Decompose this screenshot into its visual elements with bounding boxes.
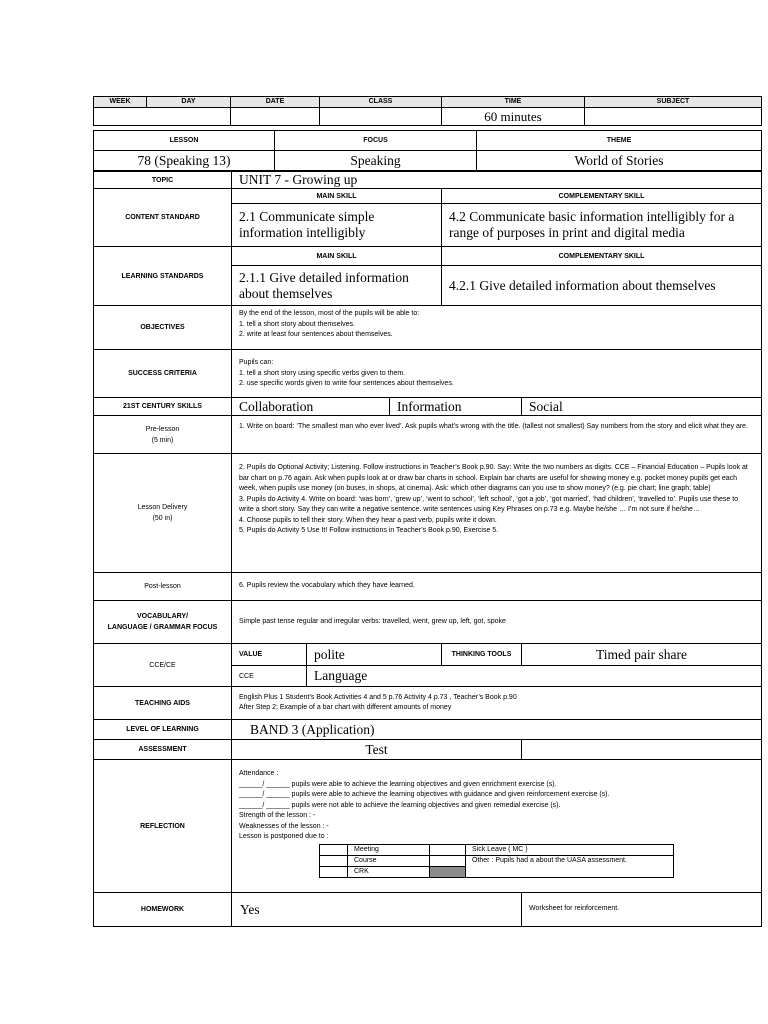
date-value[interactable] <box>231 108 320 126</box>
level-of-learning-value: BAND 3 (Application) <box>232 720 762 740</box>
success-criteria-label: SUCCESS CRITERIA <box>94 350 232 398</box>
pre-lesson-text: 1. Write on board: ‘The smallest man who ever lived’. Ask pupils what’s wrong with the title. (tallest not smallest) Say numbers from the story and elicit what they are. <box>232 416 762 454</box>
attendance-label: Attendance : <box>239 770 279 777</box>
lesson-plan <box>93 96 761 927</box>
success-criteria-line: 2. use specific words given to write four sentences about themselves. <box>239 380 454 387</box>
reason-check[interactable] <box>320 855 348 866</box>
success-criteria-text <box>232 350 762 398</box>
date-label: DATE <box>231 97 320 108</box>
skill-information: Information <box>390 398 522 416</box>
focus-label: FOCUS <box>275 131 477 151</box>
week-label: WEEK <box>94 97 147 108</box>
theme-value: World of Stories <box>477 151 762 171</box>
reason-meeting: Meeting <box>348 844 430 855</box>
reason-course: Course <box>348 855 430 866</box>
thinking-tools-label: THINKING TOOLS <box>442 644 522 666</box>
content-standard-label: CONTENT STANDARD <box>94 189 232 247</box>
cce-label: CCE <box>232 666 307 687</box>
reflection-content <box>232 760 762 893</box>
lesson-delivery-duration: (50 in) <box>152 515 173 522</box>
homework-note: Worksheet for reinforcement. <box>522 893 762 927</box>
objectives-label: OBJECTIVES <box>94 306 232 350</box>
learning-standards-label: LEARNING STANDARDS <box>94 247 232 306</box>
lesson-delivery-title: Lesson Delivery <box>137 504 188 511</box>
teaching-aids-text <box>232 687 762 720</box>
time-value: 60 minutes <box>442 108 585 126</box>
time-label: TIME <box>442 97 585 108</box>
century-skills-label: 21ST CENTURY SKILLS <box>94 398 232 416</box>
lesson-delivery-step: 2. Pupils do Optional Activity; Listening. Follow instructions in Teacher’s Book p.90. Say: Write the two numbers as digits. CCE – Financial Education – Pupils look at bar chart on p.76 again. Ask when pupils look at or draw bar charts in school. Explain bar charts are useful for showing money e.g. pocket money pupils get each week, when pupils use money (on buses, in shops, at cinema). Ask: which other diagrams can you use to show money? (e.g. pie chart; line graph; table) <box>239 464 748 492</box>
subject-value[interactable] <box>585 108 762 126</box>
reflection-line-enrichment: ______/ ______ pupils were able to achieve the learning objectives and given enrichment exercise (s). <box>239 780 557 788</box>
cs-main-skill-value: 2.1 Communicate simple information intelligibly <box>232 204 442 247</box>
reason-check[interactable] <box>430 855 466 866</box>
weakness-label: Weaknesses of the lesson : - <box>239 822 329 830</box>
lesson-delivery-text <box>232 454 762 573</box>
theme-label: THEME <box>477 131 762 151</box>
vocabulary-label <box>94 601 232 644</box>
reason-sick-leave: Sick Leave ( MC ) <box>466 844 674 855</box>
homework-value: Yes <box>232 893 522 927</box>
cs-main-skill-label: MAIN SKILL <box>232 189 442 204</box>
cce-ce-label: CCE/CE <box>94 644 232 687</box>
objectives-text <box>232 306 762 350</box>
reflection-label: REFLECTION <box>94 760 232 893</box>
lesson-table <box>93 130 762 171</box>
subject-label: SUBJECT <box>585 97 762 108</box>
pre-lesson-duration: (5 min) <box>151 436 174 444</box>
focus-value: Speaking <box>275 151 477 171</box>
lesson-delivery-step: 3. Pupils do Activity 4. Write on board: ‘was born’, ‘grew up’, ‘went to school’, ‘left school’, ‘got a job’, ‘got married’, ‘had children’, ‘travelled to’. Pupils use these to write a short story. Say they can write a negative sentence. write sentences using Key Phrases on p.73 e.g. Maybe he/she … I’m not sure if he/she… <box>239 495 739 513</box>
class-label: CLASS <box>320 97 442 108</box>
objectives-line: 2. write at least four sentences about themselves. <box>239 331 393 338</box>
objectives-line: By the end of the lesson, most of the pupils will be able to: <box>239 310 420 317</box>
reason-shaded-cell <box>430 866 466 877</box>
assessment-extra[interactable] <box>522 740 762 760</box>
lesson-delivery-label <box>94 454 232 573</box>
pre-lesson-title: Pre-lesson <box>145 425 180 433</box>
reason-check[interactable] <box>320 844 348 855</box>
post-lesson-text: 6. Pupils review the vocabulary which they have learned. <box>232 573 762 601</box>
reflection-line-remedial: ______/ ______ pupils were not able to achieve the learning objectives and given remedial exercise (s). <box>239 801 561 809</box>
topic-label: TOPIC <box>94 172 232 189</box>
pre-lesson-label <box>94 416 232 454</box>
reason-crk: CRK <box>348 866 430 877</box>
assessment-label: ASSESSMENT <box>94 740 232 760</box>
level-of-learning-label: LEVEL OF LEARNING <box>94 720 232 740</box>
vocabulary-label-line1: VOCABULARY/ <box>136 613 189 620</box>
skill-collaboration: Collaboration <box>232 398 390 416</box>
postponed-label: Lesson is postponed due to : <box>239 833 329 840</box>
strength-label: Strength of the lesson : - <box>239 812 316 819</box>
ls-main-skill-value: 2.1.1 Give detailed information about themselves <box>232 266 442 306</box>
assessment-value: Test <box>232 740 522 760</box>
thinking-tools-value: Timed pair share <box>522 644 762 666</box>
vocabulary-text: Simple past tense regular and irregular verbs: travelled, went, grew up, left, got, spoke <box>232 601 762 644</box>
ls-complementary-skill-label: COMPLEMENTARY SKILL <box>442 247 762 266</box>
reason-check[interactable] <box>320 866 348 877</box>
teaching-aids-line: English Plus 1 Student’s Book Activities 4 and 5 p.76 Activity 4 p.73 , Teacher’s Book p.90 <box>239 693 517 701</box>
lesson-delivery-step: 5. Pupils do Activity 5 Use It! Follow instructions in Teacher’s Book p.90, Exercise 5. <box>239 527 499 534</box>
objectives-line: 1. tell a short story about themselves. <box>239 320 355 328</box>
lesson-delivery-step: 4. Choose pupils to tell their story. When they hear a past verb, pupils write it down. <box>239 516 497 524</box>
cce-value: Language <box>307 666 762 687</box>
skill-social: Social <box>522 398 762 416</box>
reason-check[interactable] <box>430 844 466 855</box>
teaching-aids-label: TEACHING AIDS <box>94 687 232 720</box>
day-label: DAY <box>147 97 231 108</box>
reflection-line-reinforcement: ______/ ______ pupils were able to achieve the learning objectives with guidance and given reinforcement exercise (s). <box>239 791 610 798</box>
lesson-value: 78 (Speaking 13) <box>94 151 275 171</box>
header-table <box>93 96 762 126</box>
cs-complementary-skill-label: COMPLEMENTARY SKILL <box>442 189 762 204</box>
success-criteria-line: 1. tell a short story using specific verbs given to them. <box>239 369 406 377</box>
lesson-label: LESSON <box>94 131 275 151</box>
cs-complementary-skill-value: 4.2 Communicate basic information intelligibly for a range of purposes in print and digital media <box>442 204 762 247</box>
teaching-aids-line: After Step 2: Example of a bar chart with different amounts of money <box>239 704 452 711</box>
ls-complementary-skill-value: 4.2.1 Give detailed information about themselves <box>442 266 762 306</box>
value-value: polite <box>307 644 442 666</box>
success-criteria-line: Pupils can: <box>239 359 274 366</box>
post-lesson-label: Post-lesson <box>94 573 232 601</box>
main-table <box>93 171 762 927</box>
postpone-reasons-table <box>319 844 674 878</box>
homework-label: HOMEWORK <box>94 893 232 927</box>
value-label: VALUE <box>232 644 307 666</box>
vocabulary-label-line2: LANGUAGE / GRAMMAR FOCUS <box>107 624 218 631</box>
reason-other: Other : Pupils had a about the UASA assessment. <box>466 855 674 877</box>
ls-main-skill-label: MAIN SKILL <box>232 247 442 266</box>
topic-value: UNIT 7 - Growing up <box>232 172 762 189</box>
week-day-value[interactable] <box>94 108 231 126</box>
class-value[interactable] <box>320 108 442 126</box>
